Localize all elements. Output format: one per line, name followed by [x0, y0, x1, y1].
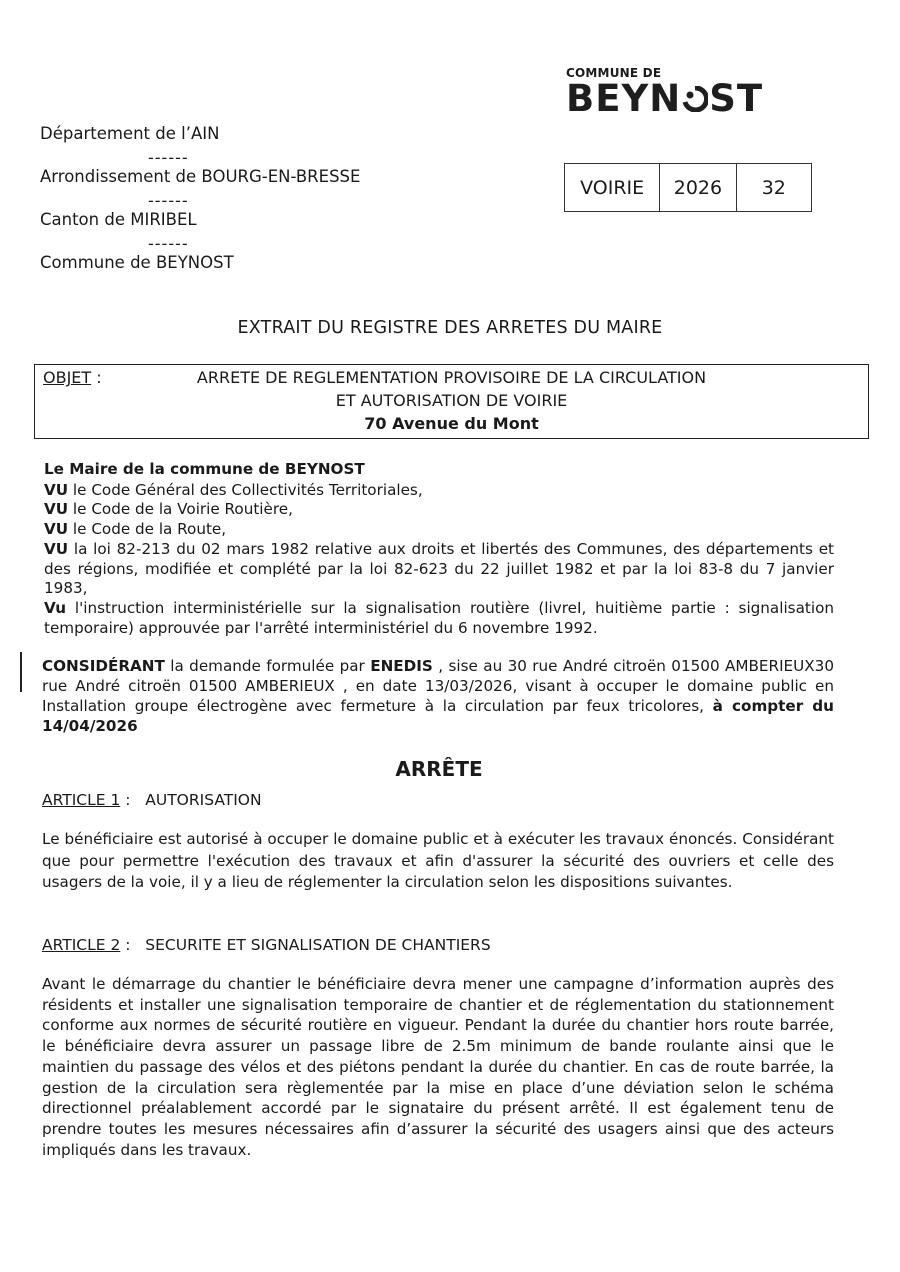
article-2-heading: ARTICLE 2 : SECURITE ET SIGNALISATION DE CHANTIERS	[42, 936, 491, 954]
objet-label: OBJET :	[43, 368, 102, 387]
margin-marker	[20, 652, 22, 692]
logo-caption: COMMUNE DE	[566, 66, 662, 80]
header-separator: ------	[148, 191, 189, 210]
reference-year: 2026	[660, 164, 736, 211]
header-separator: ------	[148, 234, 189, 253]
visa-1: VU le Code Général des Collectivités Territoriales,	[44, 481, 423, 499]
page-title: EXTRAIT DU REGISTRE DES ARRETES DU MAIRE	[237, 318, 663, 338]
header-commune: Commune de BEYNOST	[40, 253, 234, 272]
article-1-text: Le bénéficiaire est autorisé à occuper le domaine public et à exécuter les travaux énoncés. Considérant que pour permettre l'exécution des travaux et afin d'assurer la sécurité des ouvriers et celle des usagers de la voie, il y a lieu de réglementer la circulation selon les dispositions suivantes.	[42, 830, 834, 892]
reference-number: 32	[761, 176, 786, 199]
objet-line-2: ET AUTORISATION DE VOIRIE	[335, 391, 568, 410]
visa-5: Vu l'instruction interministérielle sur la signalisation routière (livreI, huitième partie : signalisation temporaire) approuvée par l'arrêté interministériel du 6 novembre 1992.	[44, 599, 834, 637]
mayor-line: Le Maire de la commune de BEYNOST	[44, 460, 365, 478]
visa-3: VU le Code de la Route,	[44, 520, 227, 538]
article-1-heading: ARTICLE 1 : AUTORISATION	[42, 791, 262, 809]
logo-wordmark: BEYN ST	[566, 77, 764, 120]
reference-box	[564, 163, 812, 212]
arrete-heading: ARRÊTE	[395, 757, 483, 781]
visa-2: VU le Code de la Voirie Routière,	[44, 500, 293, 518]
objet-box	[34, 364, 869, 439]
objet-line-1: ARRETE DE REGLEMENTATION PROVISOIRE DE LA CIRCULATION	[196, 368, 707, 387]
objet-address: 70 Avenue du Mont	[364, 414, 539, 433]
logo-o-mark-icon	[682, 81, 708, 107]
reference-type: VOIRIE	[565, 164, 660, 211]
header-arrondissement: Arrondissement de BOURG-EN-BRESSE	[40, 167, 361, 186]
commune-logo	[566, 66, 766, 120]
header-canton: Canton de MIRIBEL	[40, 210, 197, 229]
header-departement: Département de l’AIN	[40, 124, 220, 143]
header-separator: ------	[148, 148, 189, 167]
visa-4: VU la loi 82-213 du 02 mars 1982 relative aux droits et libertés des Communes, des départements et des régions, modifiée et complété par la loi 82-623 du 22 juillet 1982 et par la loi 83-8 du 7 janvier 1983,	[44, 540, 834, 597]
article-2-text: Avant le démarrage du chantier le bénéficiaire devra mener une campagne d’information auprès des résidents et installer une signalisation temporaire de chantier et de réglementation du stationnement conforme aux normes de sécurité routière en vigueur. Pendant la durée du chantier hors route barrée, le bénéficiaire devra assurer un passage libre de 2.5m minimum de bande roulante ainsi que le maintien du passage des vélos et des piétons pendant la durée du chantier. En cas de route barrée, la gestion de la circulation sera règlementée par la mise en place d’une déviation selon le schéma directionnel préalablement accordé par le signataire du présent arrêté. Il est également tenu de prendre toutes les mesures nécessaires afin d’assurer la sécurité des usagers ainsi que des acteurs impliqués dans les travaux.	[42, 975, 834, 1159]
considerant-paragraph: CONSIDÉRANT la demande formulée par ENEDIS , sise au 30 rue André citroën 01500 AMBERIEUX30 rue André citroën 01500 AMBERIEUX , en date 13/03/2026, visant à occuper le domaine public en Installation groupe électrogène avec fermeture à la circulation par feux tricolores, à compter du 14/04/2026	[42, 657, 835, 735]
